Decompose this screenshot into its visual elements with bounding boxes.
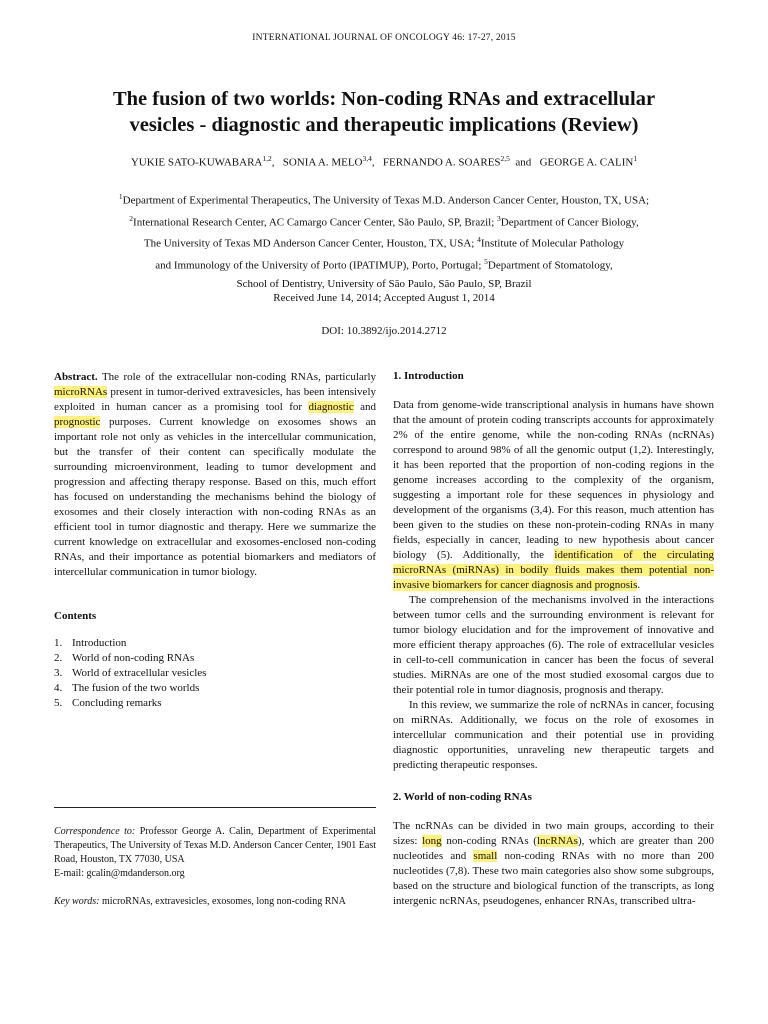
body-text: . — [637, 579, 641, 591]
contents-item[interactable] — [54, 636, 376, 651]
highlight: long — [422, 835, 442, 847]
intro-paragraph — [393, 398, 714, 593]
correspondence-label: Correspondence to: — [54, 826, 136, 837]
affiliation-line — [60, 275, 708, 293]
affil-number: 2 — [129, 213, 134, 223]
affiliation-line — [60, 188, 708, 210]
contents-number: 2. — [54, 652, 63, 664]
author-affil-ref: 1,2 — [262, 154, 272, 163]
abstract-text: present in tumor-derived extravesicles, has been intensively exploited in human cancer as a promising tool for — [54, 386, 376, 413]
author-name: GEORGE A. CALIN — [539, 156, 634, 169]
intro-paragraph: The comprehension of the mechanisms involved in the interactions between tumor cells and the surrounding environment is relevant for tumor biology elucidation and for the improvement of innovative and more efficient therapy approaches (6). The role of extracellular vesicles in cell-to-cell communication in cancer has been the focus of several studies. MiRNAs are one of the most studied exosomal cargos due to their potential role in tumor diagnosis, prognosis and therapy. — [393, 594, 714, 696]
contents-item[interactable] — [54, 696, 376, 711]
title-line-1: The fusion of two worlds: Non-coding RNAs and extracellular — [112, 88, 656, 110]
affil-text: Department of Cancer Biology, — [500, 216, 639, 229]
affil-text: International Research Center, AC Camargo Cancer Center, São Paulo, SP, Brazil; — [133, 216, 497, 229]
abstract-text: purposes. Current knowledge on exosomes shows an important role not only as vehicles in the intercellular communication, but the transfer of their content can specifically modulate the surrounding microenvironment, leading to tumor development and progression and affecting therapy response. Based on this, much effort has focused on understanding the mechanisms behind the biology of exosomes and their closely interaction with non-coding RNAs as an efficient tool in tumor diagnostic and therapy. Here we summarize the current knowledge on extracellular and exosomes-enclosed non-coding RNAs, and their importance as potential biomarkers and mediators of intercellular communication in tumor biology. — [54, 416, 376, 578]
doi: DOI: 10.3892/ijo.2014.2712 — [321, 325, 447, 337]
affil-text: Department of Stomatology, — [487, 259, 613, 272]
author-list — [0, 154, 768, 169]
contents-label: World of non-coding RNAs — [72, 652, 195, 664]
section-heading-ncrna: 2. World of non-coding RNAs — [393, 791, 532, 803]
right-column — [393, 370, 714, 909]
author-affil-ref: 2,5 — [500, 154, 510, 163]
paper-title — [60, 86, 708, 138]
title-line-2: vesicles - diagnostic and therapeutic implications (Review) — [129, 114, 639, 136]
affil-number: 1 — [118, 192, 123, 201]
keywords-text: microRNAs, extravesicles, exosomes, long non-coding RNA — [99, 896, 346, 907]
author-name: SONIA A. MELO — [282, 156, 363, 169]
affil-text: The University of Texas MD Anderson Cancer Center, Houston, TX, USA; — [143, 237, 478, 250]
section-heading-introduction: 1. Introduction — [393, 370, 464, 382]
affil-number: 4 — [477, 235, 481, 245]
contents-label: The fusion of the two worlds — [72, 682, 200, 694]
abstract-text: The role of the extracellular non-coding RNAs, particularly — [97, 371, 376, 383]
affiliation-line — [60, 231, 708, 253]
contents-label: Introduction — [72, 637, 127, 649]
contents-item[interactable] — [54, 651, 376, 666]
contents-number: 1. — [54, 637, 63, 649]
body-text: The ncRNAs can be divided in two main groups, according to their sizes: — [393, 820, 714, 847]
correspondence-email[interactable]: E-mail: gcalin@mdanderson.org — [54, 868, 185, 879]
highlight: lncRNAs — [536, 835, 578, 847]
abstract-label: Abstract. — [54, 371, 98, 383]
abstract-text: and — [353, 401, 377, 413]
affil-text: School of Dentistry, University of São Paulo, São Paulo, SP, Brazil — [236, 277, 532, 290]
contents-item[interactable] — [54, 666, 376, 681]
affiliation-line — [60, 210, 708, 232]
keywords — [54, 895, 376, 909]
author-affil-ref: 1 — [633, 154, 638, 163]
author-affil-ref: 3,4 — [362, 154, 372, 163]
author-separator: , — [371, 156, 381, 169]
body-text: ), which are greater than 200 nucleotides and — [393, 835, 714, 862]
contents-label: World of extracellular vesicles — [72, 667, 207, 679]
ncrna-paragraph — [393, 819, 714, 909]
contents-number: 5. — [54, 697, 63, 709]
affil-text: Department of Experimental Therapeutics, The University of Texas M.D. Anderson Cancer Center, Houston, TX, USA; — [122, 194, 650, 207]
affiliation-line — [60, 253, 708, 275]
contents-number: 4. — [54, 682, 63, 694]
author-name: YUKIE SATO-KUWABARA — [130, 156, 263, 169]
contents-heading: Contents — [54, 610, 97, 622]
contents-label: Concluding remarks — [72, 697, 162, 709]
highlight: diagnostic — [308, 401, 354, 413]
keywords-label: Key words: — [54, 896, 100, 907]
highlight: prognostic — [54, 416, 101, 428]
author-separator: and — [509, 156, 537, 169]
highlight: microRNAs — [54, 386, 108, 398]
journal-header: INTERNATIONAL JOURNAL OF ONCOLOGY 46: 17-27, 2015 — [252, 33, 516, 43]
body-text: non-coding RNAs with no more than 200 nucleotides (7,8). These two main categories also show some subgroups, based on the structure and biological function of the transcripts, as long intergenic ncRNAs, pseudogenes, enhancer RNAs, transcribed ultra- — [393, 850, 714, 907]
contents-item[interactable] — [54, 681, 376, 696]
body-text: non-coding RNAs ( — [441, 835, 537, 847]
abstract — [54, 370, 376, 580]
highlight: small — [473, 850, 498, 862]
correspondence — [54, 825, 376, 881]
intro-paragraph: In this review, we summarize the role of ncRNAs in cancer, focusing on miRNAs. Additionally, we focus on the role of exosomes in intercellular communication and their potential use in providing diagnostic opportunities, unraveling new therapeutic targets and predicting therapeutic responses. — [393, 699, 714, 771]
contents-list — [54, 636, 376, 711]
contents-number: 3. — [54, 667, 63, 679]
footnote-divider — [54, 807, 376, 808]
correspondence-text: Professor George A. Calin, Department of Experimental Therapeutics, The University of Texas M.D. Anderson Cancer Center, 1901 East Road, Houston, TX 77030, USA — [54, 826, 376, 865]
highlight: identification of the circulating microRNAs (miRNAs) in bodily fluids makes them potential non-invasive biomarkers for cancer diagnosis and prognosis — [393, 549, 714, 591]
author-name: FERNANDO A. SOARES — [382, 156, 501, 169]
affil-number: 3 — [497, 213, 501, 223]
affiliations — [60, 188, 708, 293]
left-column — [54, 370, 376, 711]
received-dates: Received June 14, 2014; Accepted August 1, 2014 — [273, 292, 495, 304]
body-text: Data from genome-wide transcriptional analysis in humans have shown that the amount of protein coding transcripts accounts for approximately 2% of the entire genome, while the non-coding RNAs (ncRNAs) correspond to around 98% of all the genomic output (1,2). Interestingly, it has been reported that the proportion of non-coding regions in the genome increases according to the complexity of the organism, suggesting a important role for these sequences in physiology and development of the organisms (3,4). For this reason, much attention has been given to the studies on these non-protein-coding RNAs in many fields, especially in cancer, leading to new hypothesis about cancer biology (5). Additionally, the — [393, 399, 714, 561]
author-separator: , — [271, 156, 280, 169]
affil-number: 5 — [484, 256, 488, 266]
affil-text: and Immunology of the University of Porto (IPATIMUP), Porto, Portugal; — [155, 259, 485, 272]
affil-text: Institute of Molecular Pathology — [480, 237, 625, 250]
